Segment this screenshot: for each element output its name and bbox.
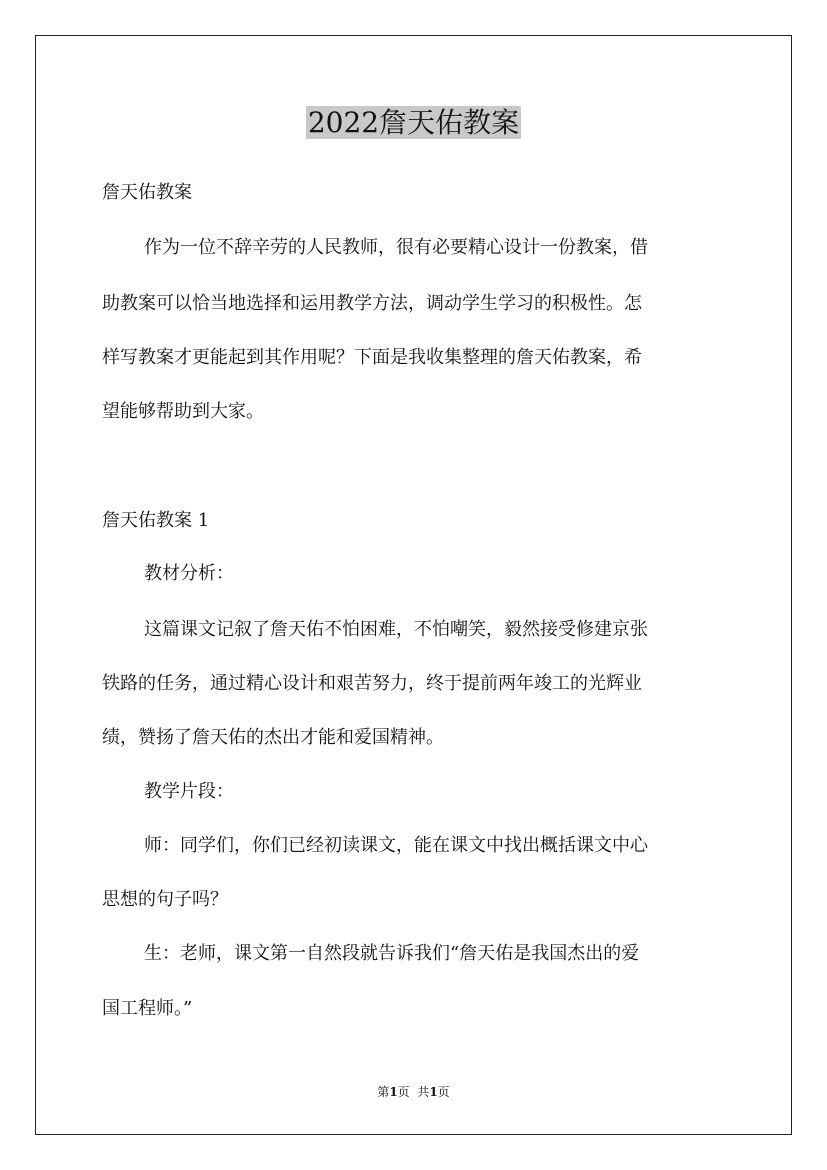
intro-line-4: 望能够帮助到大家。 [102,401,264,422]
document-title-text: 2022詹天佑教案 [307,106,520,139]
intro-line-2: 助教案可以恰当地选择和运用教学方法，调动学生学习的积极性。怎 [102,293,642,314]
material-line-1: 这篇课文记叙了詹天佑不怕困难，不怕嘲笑，毅然接受修建京张 [144,619,648,640]
student-line-1: 生：老师，课文第一自然段就告诉我们“詹天佑是我国杰出的爱 [144,943,640,964]
material-line-3: 绩，赞扬了詹天佑的杰出才能和爱国精神。 [102,727,444,748]
footer-page-label-end: 页 [437,1085,450,1099]
section-title: 詹天佑教案 1 [102,510,210,531]
teacher-line-2: 思想的句子吗？ [102,889,228,910]
footer-page-label: 第 [377,1085,390,1099]
material-line-2: 铁路的任务，通过精心设计和艰苦努力，终于提前两年竣工的光辉业 [102,673,642,694]
intro-line-3: 样写教案才更能起到其作用呢？下面是我收集整理的詹天佑教案，希 [102,347,642,368]
footer-page-number: 1 [389,1085,398,1099]
document-title [0,104,827,142]
teacher-line-1: 师：同学们，你们已经初读课文，能在课文中找出概括课文中心 [144,835,648,856]
material-label: 教材分析： [144,563,234,584]
fragment-label: 教学片段： [144,781,234,802]
student-line-2: 国工程师。” [102,998,193,1019]
footer-page-label-mid: 页 共 [397,1085,430,1099]
footer-total-number: 1 [429,1085,438,1099]
page-footer [0,1084,827,1100]
intro-line-1: 作为一位不辞辛劳的人民教师，很有必要精心设计一份教案，借 [144,237,648,258]
document-heading: 詹天佑教案 [102,182,192,203]
